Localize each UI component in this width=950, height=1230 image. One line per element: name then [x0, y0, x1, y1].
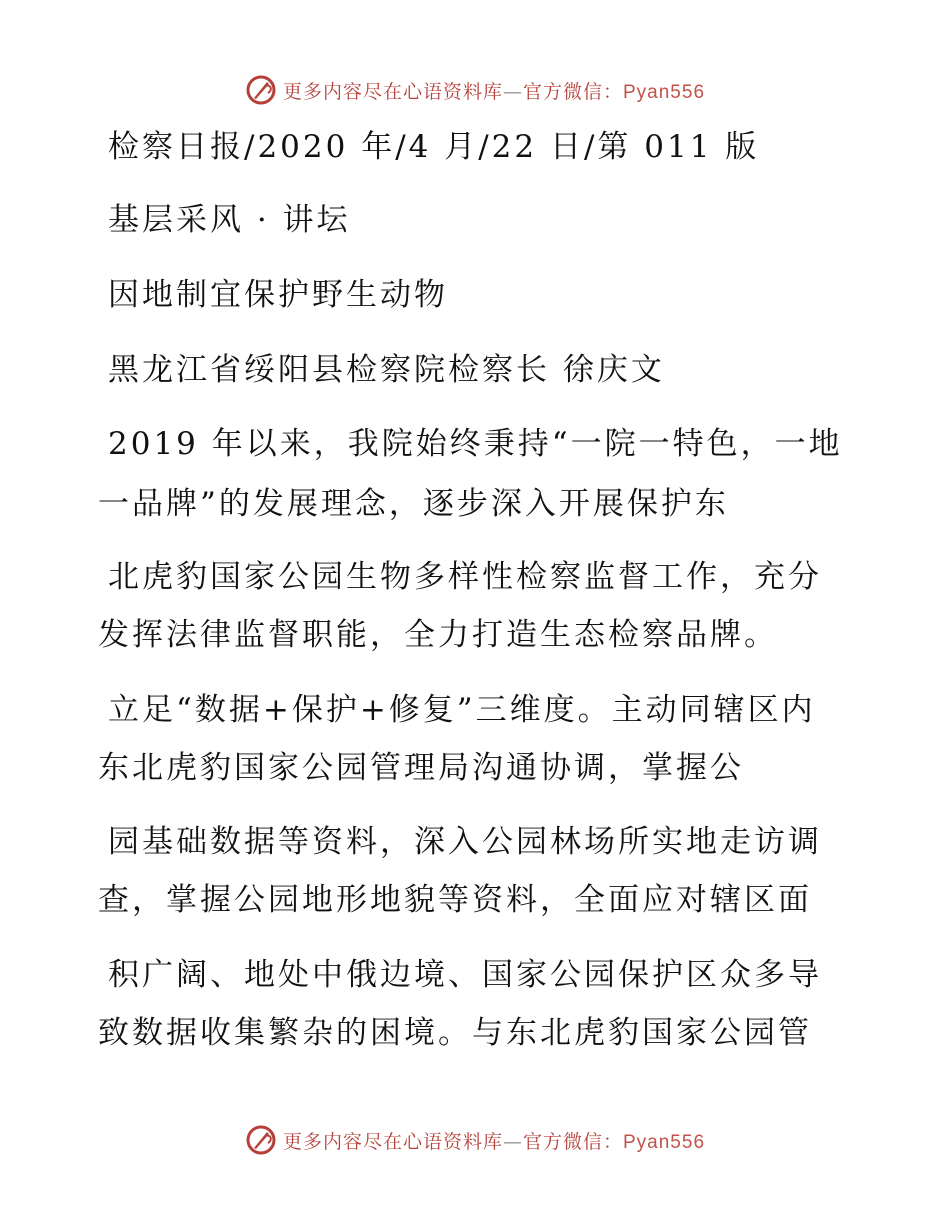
- source-line: 检察日报/2020 年/4 月/22 日/第 011 版: [108, 129, 760, 165]
- body-line: 北虎豹国家公园生物多样性检察监督工作，充分: [108, 559, 822, 595]
- body-line: 一品牌”的发展理念，逐步深入开展保护东: [98, 486, 729, 522]
- body-line: 园基础数据等资料，深入公园林场所实地走访调: [108, 824, 822, 860]
- body-line: 立足“数据+保护+修复”三维度。主动同辖区内: [108, 692, 816, 728]
- headline: 因地制宜保护野生动物: [108, 277, 448, 313]
- body-line: 查，掌握公园地形地貌等资料，全面应对辖区面: [98, 882, 812, 918]
- body-line: 2019 年以来，我院始终秉持“一院一特色，一地: [108, 426, 843, 462]
- column-title: 基层采风 · 讲坛: [108, 202, 351, 238]
- watermark-text: 更多内容尽在心语资料库—官方微信：Pyan556: [282, 80, 706, 103]
- watermark-text: 更多内容尽在心语资料库—官方微信：Pyan556: [282, 1130, 706, 1153]
- watermark-banner-bottom: [0, 1120, 950, 1160]
- watermark-banner-top: [0, 70, 950, 110]
- body-line: 东北虎豹国家公园管理局沟通协调，掌握公: [98, 750, 744, 786]
- body-line: 发挥法律监督职能，全力打造生态检察品牌。: [98, 617, 778, 653]
- quill-logo-icon: [245, 74, 277, 106]
- body-line: 致数据收集繁杂的困境。与东北虎豹国家公园管: [98, 1015, 812, 1051]
- byline: 黑龙江省绥阳县检察院检察长 徐庆文: [108, 352, 665, 388]
- quill-logo-icon: [245, 1124, 277, 1156]
- body-line: 积广阔、地处中俄边境、国家公园保护区众多导: [108, 957, 822, 993]
